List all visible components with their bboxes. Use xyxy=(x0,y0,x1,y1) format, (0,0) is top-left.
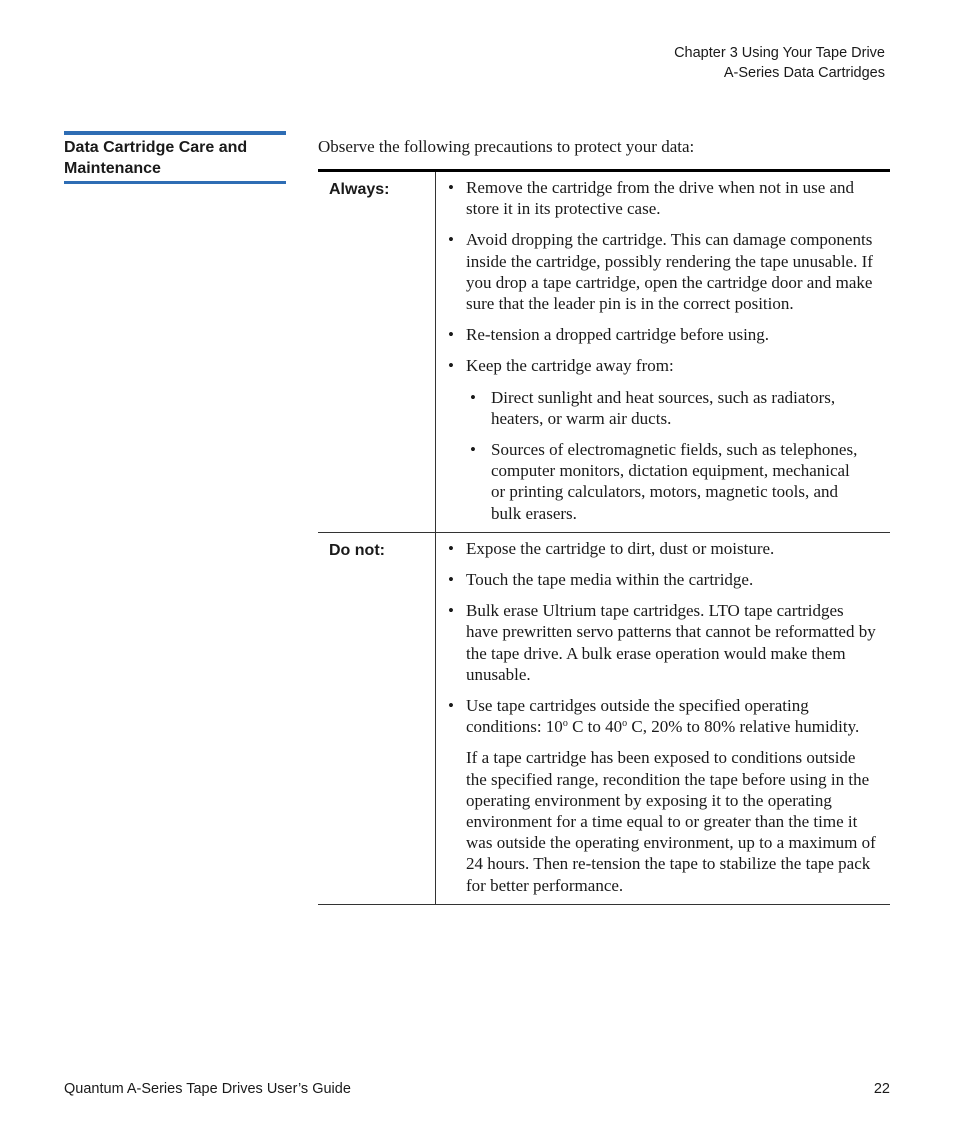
donot-row xyxy=(318,533,890,905)
list-item-keep-away xyxy=(448,355,876,523)
conditions-mid: C to 40 xyxy=(567,717,623,737)
always-row xyxy=(318,172,890,533)
chapter-title: Chapter 3 Using Your Tape Drive xyxy=(674,45,885,61)
section-title: A-Series Data Cartridges xyxy=(723,65,885,81)
running-header xyxy=(674,43,885,83)
conditions-suffix: C, 20% to 80% relative humidity. xyxy=(627,717,860,737)
always-label: Always: xyxy=(318,172,436,532)
always-list-container xyxy=(436,172,890,532)
degree-symbol: o xyxy=(562,718,568,730)
degree-symbol: o xyxy=(622,718,628,730)
intro-text: Observe the following precautions to protect your data: xyxy=(318,137,695,156)
sub-list-item: • Sources of electromagnetic fields, such as telephones, computer monitors, dictation equipment, mechanical or printing calculators, motors, magnetic tools, and bulk erasers. xyxy=(466,439,866,524)
list-item: • Touch the tape media within the cartridge. xyxy=(448,569,876,590)
list-item: • Re-tension a dropped cartridge before using. xyxy=(448,324,876,345)
conditions-prefix: Use tape cartridges outside the specified operating conditions: 10 xyxy=(466,696,809,737)
side-heading: Data Cartridge Care and Maintenance xyxy=(64,131,286,184)
list-item: • Expose the cartridge to dirt, dust or moisture. xyxy=(448,538,876,559)
donot-list-container xyxy=(436,533,890,904)
recondition-note: If a tape cartridge has been exposed to conditions outside the specified range, recondition the tape before using in the operating environment by exposing it to the operating environment for a time equal to or greater than the time it was outside the operating environment, up to a maximum of 24 hours. Then re-tension the tape to stabilize the tape pack for better performance. xyxy=(466,748,876,895)
list-item-conditions xyxy=(448,695,876,737)
precautions-table xyxy=(318,169,890,905)
sub-list-item: • Direct sunlight and heat sources, such as radiators, heaters, or warm air ducts. xyxy=(466,387,866,429)
donot-label: Do not: xyxy=(318,533,436,904)
keep-away-sublist xyxy=(466,387,876,524)
footer-title: Quantum A-Series Tape Drives User’s Guide xyxy=(64,1081,351,1097)
page-number: 22 xyxy=(873,1081,890,1097)
always-list xyxy=(448,177,890,524)
list-item: • Bulk erase Ultrium tape cartridges. LTO tape cartridges have prewritten servo patterns that cannot be reformatted by the tape drive. A bulk erase operation would make them unusable. xyxy=(448,600,876,685)
list-item: • Remove the cartridge from the drive when not in use and store it in its protective case. xyxy=(448,177,876,219)
list-item: • Avoid dropping the cartridge. This can damage components inside the cartridge, possibly rendering the tape unusable. If you drop a tape cartridge, open the cartridge door and make sure that the leader pin is in the correct position. xyxy=(448,229,876,314)
donot-list xyxy=(448,538,890,738)
keep-away-text: Keep the cartridge away from: xyxy=(466,356,674,376)
